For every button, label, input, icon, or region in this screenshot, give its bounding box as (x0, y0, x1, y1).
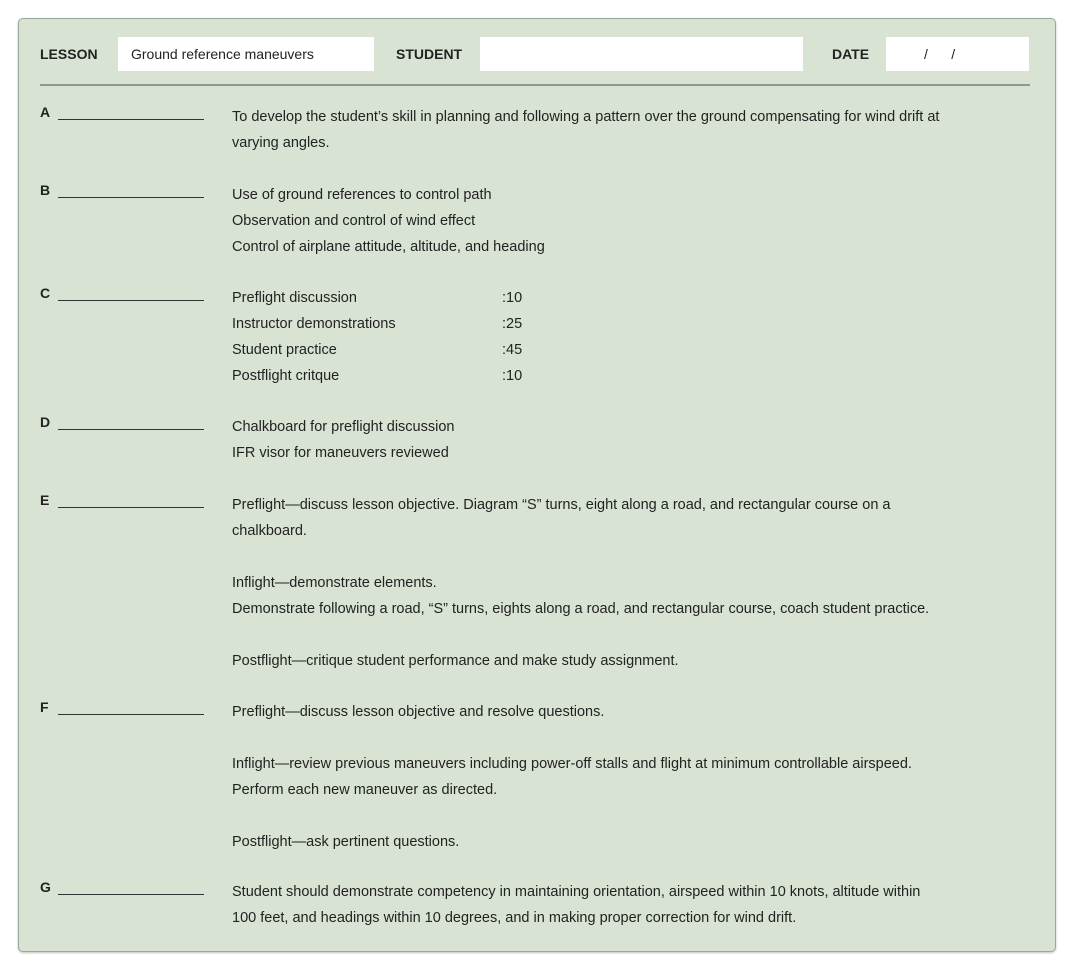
answer-blank[interactable] (58, 894, 204, 895)
section-content (232, 699, 1040, 855)
lesson-label: LESSON (40, 46, 98, 62)
table-row (232, 311, 1040, 337)
answer-blank[interactable] (58, 300, 204, 301)
answer-blank[interactable] (58, 429, 204, 430)
paragraph (232, 648, 1040, 674)
answer-blank[interactable] (58, 507, 204, 508)
section-letter: G (40, 879, 51, 895)
text-line: Postflight—ask pertinent questions. (232, 834, 460, 850)
text-line: Inflight—review previous maneuvers including power-off stalls and flight at minimum controllable airspeed. (232, 756, 912, 772)
activity-cell: Student practice (232, 342, 337, 358)
text-line: Inflight—demonstrate elements. (232, 575, 437, 591)
table-row (232, 337, 1040, 363)
text-line: varying angles. (232, 135, 330, 151)
section-content (232, 879, 1040, 931)
activity-cell: Postflight critque (232, 368, 340, 384)
time-allocation-table (232, 285, 1040, 389)
date-label: DATE (832, 46, 870, 62)
section-letter: E (40, 492, 50, 508)
text-line: Postflight—critique student performance and make study assignment. (232, 653, 679, 669)
table-row (232, 363, 1040, 389)
text-line: Control of airplane attitude, altitude, and heading (232, 239, 545, 255)
student-label: STUDENT (396, 46, 463, 62)
student-field[interactable] (480, 37, 803, 71)
section-letter: C (40, 285, 51, 301)
paragraph (232, 829, 1040, 855)
section-letter: A (40, 104, 51, 120)
section-content (232, 492, 1040, 674)
time-cell: :25 (502, 316, 523, 332)
time-cell: :10 (502, 368, 523, 384)
lesson-field[interactable]: Ground reference maneuvers (118, 37, 374, 71)
time-cell: :10 (502, 290, 523, 306)
section-content (232, 414, 1040, 466)
paragraph (232, 699, 1040, 725)
text-line: Student should demonstrate competency in maintaining orientation, airspeed within 10 knots, altitude within (232, 884, 921, 900)
text-line: Demonstrate following a road, “S” turns, eights along a road, and rectangular course, coach student practice. (232, 601, 930, 617)
text-line: Use of ground references to control path (232, 187, 492, 203)
text-line: Preflight—discuss lesson objective and resolve questions. (232, 704, 605, 720)
activity-cell: Preflight discussion (232, 290, 357, 306)
section-letter: F (40, 699, 49, 715)
table-row (232, 285, 1040, 311)
answer-blank[interactable] (58, 119, 204, 120)
section-content (232, 104, 1040, 156)
paragraph (232, 570, 1040, 622)
section-letter: D (40, 414, 51, 430)
text-line: Perform each new maneuver as directed. (232, 782, 498, 798)
text-line: Preflight—discuss lesson objective. Diagram “S” turns, eight along a road, and rectangular course on a (232, 497, 891, 513)
answer-blank[interactable] (58, 714, 204, 715)
text-line: To develop the student’s skill in planning and following a pattern over the ground compensating for wind drift at (232, 109, 940, 125)
text-line: Chalkboard for preflight discussion (232, 419, 455, 435)
date-field[interactable]: / / (886, 37, 1029, 71)
section-content (232, 182, 1040, 260)
answer-blank[interactable] (58, 197, 204, 198)
text-line: chalkboard. (232, 523, 307, 539)
paragraph (232, 492, 1040, 544)
text-line: IFR visor for maneuvers reviewed (232, 445, 449, 461)
section-letter: B (40, 182, 51, 198)
text-line: 100 feet, and headings within 10 degrees, and in making proper correction for wind drift. (232, 910, 797, 926)
activity-cell: Instructor demonstrations (232, 316, 396, 332)
paragraph (232, 751, 1040, 803)
time-cell: :45 (502, 342, 523, 358)
header-divider (40, 84, 1030, 86)
text-line: Observation and control of wind effect (232, 213, 476, 229)
